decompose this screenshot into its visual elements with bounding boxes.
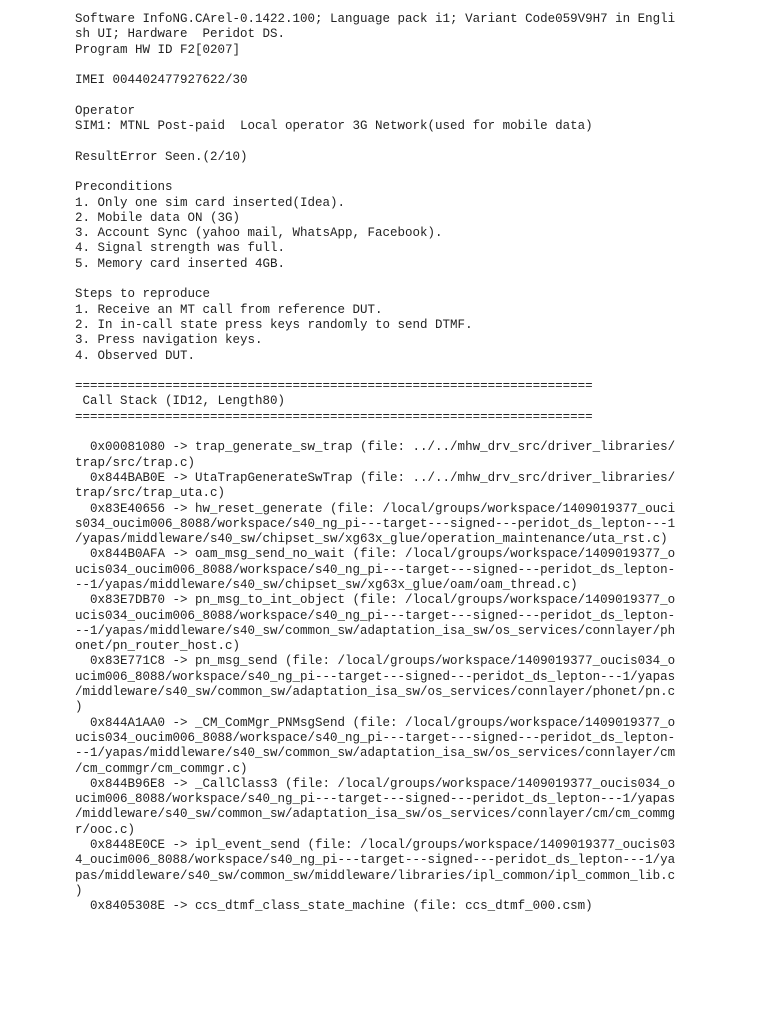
text-line: --1/yapas/middleware/s40_sw/common_sw/adaptation_isa_sw/os_services/connlayer/ph — [75, 623, 676, 638]
text-line: ucis034_oucim006_8088/workspace/s40_ng_pi---target---signed---peridot_ds_lepton- — [75, 562, 676, 577]
text-line: trap/src/trap.c) — [75, 455, 196, 470]
text-line: 1. Receive an MT call from reference DUT. — [75, 302, 383, 317]
text-line: pas/middleware/s40_sw/common_sw/middleware/libraries/ipl_common/ipl_common_lib.c — [75, 868, 676, 883]
text-line: s034_oucim006_8088/workspace/s40_ng_pi---target---signed---peridot_ds_lepton---1 — [75, 516, 676, 531]
text-line: --1/yapas/middleware/s40_sw/chipset_sw/xg63x_glue/oam/oam_thread.c) — [75, 577, 578, 592]
text-line: 2. In in-call state press keys randomly to send DTMF. — [75, 317, 473, 332]
text-line: Preconditions — [75, 180, 173, 195]
text-line: ) — [75, 700, 83, 715]
text-line: ===================================================================== — [75, 379, 593, 394]
text-line: 0x844BAB0E -> UtaTrapGenerateSwTrap (file: ../../mhw_drv_src/driver_libraries/ — [75, 470, 676, 485]
blank-line — [75, 165, 685, 180]
text-line: 0x8448E0CE -> ipl_event_send (file: /local/groups/workspace/1409019377_oucis03 — [75, 838, 676, 853]
text-line: 0x83E771C8 -> pn_msg_send (file: /local/groups/workspace/1409019377_oucis034_o — [75, 654, 676, 669]
text-line: 0x83E7DB70 -> pn_msg_to_int_object (file: /local/groups/workspace/1409019377_o — [75, 593, 676, 608]
text-line: 0x00081080 -> trap_generate_sw_trap (file: ../../mhw_drv_src/driver_libraries/ — [75, 440, 676, 455]
text-line: Operator — [75, 103, 136, 118]
text-line: ) — [75, 883, 83, 898]
blank-line — [75, 364, 685, 379]
text-line: sh UI; Hardware Peridot DS. — [75, 27, 286, 42]
text-line: IMEI 004402477927622/30 — [75, 73, 248, 88]
text-line: /middleware/s40_sw/common_sw/adaptation_isa_sw/os_services/connlayer/cm/cm_commg — [75, 807, 676, 822]
text-line: /middleware/s40_sw/common_sw/adaptation_isa_sw/os_services/connlayer/phonet/pn.c — [75, 685, 676, 700]
blank-line — [75, 425, 685, 440]
text-line: ucis034_oucim006_8088/workspace/s40_ng_pi---target---signed---peridot_ds_lepton- — [75, 608, 676, 623]
blank-line — [75, 58, 685, 73]
text-line: Call Stack (ID12, Length80) — [75, 394, 286, 409]
text-line: 4. Observed DUT. — [75, 348, 196, 363]
text-line: /cm_commgr/cm_commgr.c) — [75, 761, 248, 776]
text-line: onet/pn_router_host.c) — [75, 639, 241, 654]
text-line: /yapas/middleware/s40_sw/chipset_sw/xg63x_glue/operation_maintenance/uta_rst.c) — [75, 532, 668, 547]
text-line: 3. Account Sync (yahoo mail, WhatsApp, Facebook). — [75, 226, 443, 241]
text-line: r/ooc.c) — [75, 822, 136, 837]
text-line: --1/yapas/middleware/s40_sw/common_sw/adaptation_isa_sw/os_services/connlayer/cm — [75, 746, 676, 761]
text-line: 2. Mobile data ON (3G) — [75, 210, 241, 225]
text-line: 4_oucim006_8088/workspace/s40_ng_pi---target---signed---peridot_ds_lepton---1/ya — [75, 853, 676, 868]
text-line: 4. Signal strength was full. — [75, 241, 286, 256]
text-line: Software InfoNG.CArel-0.1422.100; Language pack i1; Variant Code059V9H7 in Engli — [75, 12, 676, 26]
text-line: 3. Press navigation keys. — [75, 333, 263, 348]
text-line: 0x83E40656 -> hw_reset_generate (file: /local/groups/workspace/1409019377_ouci — [75, 501, 676, 516]
blank-line — [75, 134, 685, 149]
text-line: trap/src/trap_uta.c) — [75, 486, 226, 501]
blank-line — [75, 88, 685, 103]
text-line: 0x844B96E8 -> _CallClass3 (file: /local/groups/workspace/1409019377_oucis034_o — [75, 776, 676, 791]
text-line: 0x844A1AA0 -> _CM_ComMgr_PNMsgSend (file: /local/groups/workspace/1409019377_o — [75, 715, 676, 730]
text-line: 0x844B0AFA -> oam_msg_send_no_wait (file: /local/groups/workspace/1409019377_o — [75, 547, 676, 562]
text-line: ucim006_8088/workspace/s40_ng_pi---target---signed---peridot_ds_lepton---1/yapas — [75, 669, 676, 684]
text-line: 0x8405308E -> ccs_dtmf_class_state_machine (file: ccs_dtmf_000.csm) — [75, 899, 593, 914]
text-line: 5. Memory card inserted 4GB. — [75, 256, 286, 271]
text-line: 1. Only one sim card inserted(Idea). — [75, 195, 346, 210]
blank-line — [75, 272, 685, 287]
text-line: ucim006_8088/workspace/s40_ng_pi---target---signed---peridot_ds_lepton---1/yapas — [75, 792, 676, 807]
text-line: ===================================================================== — [75, 409, 593, 424]
text-line: Steps to reproduce — [75, 287, 211, 302]
text-line: SIM1: MTNL Post-paid Local operator 3G Network(used for mobile data) — [75, 119, 593, 134]
text-line: ucis034_oucim006_8088/workspace/s40_ng_pi---target---signed---peridot_ds_lepton- — [75, 730, 676, 745]
text-line: Program HW ID F2[0207] — [75, 42, 241, 57]
text-line: ResultError Seen.(2/10) — [75, 149, 248, 164]
bug-report-text — [75, 12, 685, 915]
